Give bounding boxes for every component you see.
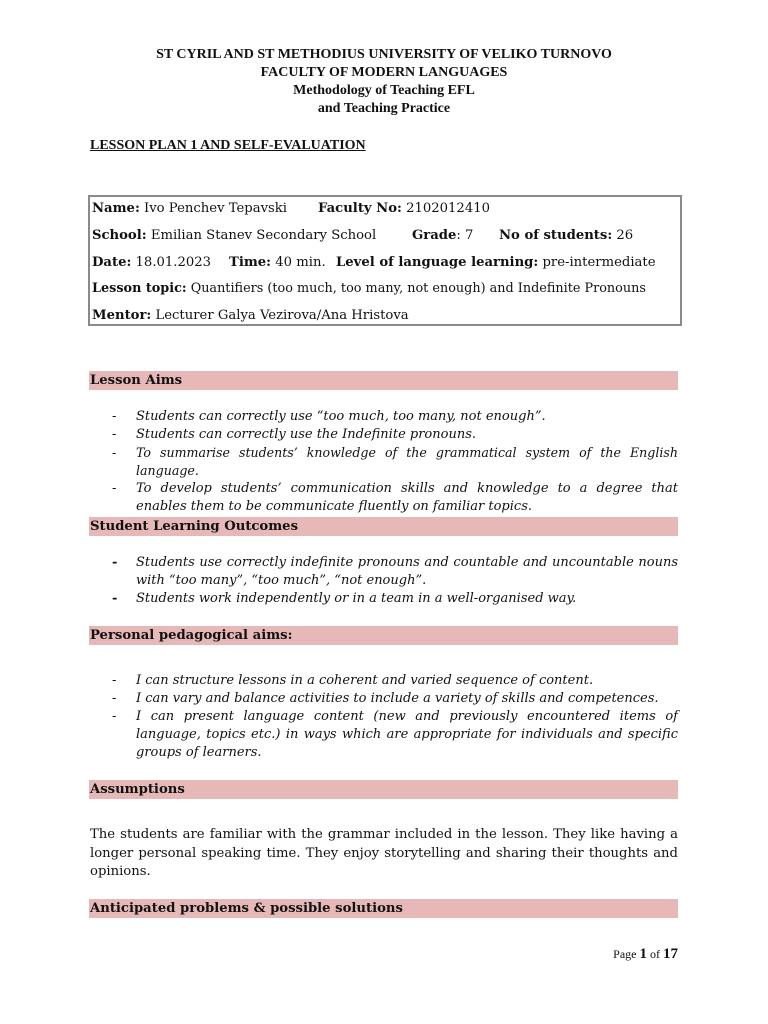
list-item <box>112 408 678 426</box>
list-dash: - <box>112 481 117 496</box>
list-dash: - <box>112 445 117 460</box>
level-value: pre-intermediate <box>542 255 656 270</box>
faculty-label: Faculty No: <box>318 201 402 216</box>
course-name: Methodology of Teaching EFL <box>293 83 475 98</box>
section-lesson-aims: Lesson Aims <box>89 371 678 390</box>
personal-aims-list <box>112 672 678 762</box>
date-value: 18.01.2023 <box>135 255 212 270</box>
list-item-text: To summarise students’ knowledge of the grammatical system of the English language. <box>136 445 678 478</box>
section-assumptions: Assumptions <box>89 780 678 799</box>
document-header <box>0 46 768 118</box>
info-row-topic <box>92 281 646 296</box>
assumptions-paragraph: The students are familiar with the grammar included in the lesson. They like having a longer personal speaking time. They enjoy storytelling and sharing their thoughts and opinions. <box>90 827 678 879</box>
list-item-text: Students can correctly use “too much, too many, not enough”. <box>136 409 546 424</box>
list-dash: - <box>112 691 117 706</box>
topic-value: Quantifiers (too much, too many, not enough) and Indefinite Pronouns <box>190 281 646 296</box>
level-label: Level of language learning: <box>336 255 539 270</box>
page-word: Page <box>613 947 637 961</box>
page-total: 17 <box>663 946 678 962</box>
list-item-text: Students use correctly indefinite pronouns and countable and uncountable nouns with “too many”, “too much”, “not enough”. <box>136 555 678 588</box>
list-item-text: To develop students’ communication skills and knowledge to a degree that enables them to be communicate fluently on familiar topics. <box>136 481 678 514</box>
date-label: Date: <box>92 255 132 270</box>
list-item-text: Students work independently or in a team in a well-organised way. <box>136 591 577 606</box>
name-value: Ivo Penchev Tepavski <box>144 201 288 216</box>
lesson-plan-title: LESSON PLAN 1 AND SELF-EVALUATION <box>90 138 366 153</box>
info-row-mentor <box>92 308 409 323</box>
list-item <box>112 444 678 480</box>
list-item-text: I can vary and balance activities to include a variety of skills and competences. <box>136 691 659 706</box>
topic-label: Lesson topic: <box>92 281 187 296</box>
name-label: Name: <box>92 201 140 216</box>
grade-value: : 7 <box>456 228 474 243</box>
time-label: Time: <box>229 255 272 270</box>
school-value: Emilian Stanev Secondary School <box>150 228 377 243</box>
list-item-text: Students can correctly use the Indefinite pronouns. <box>136 427 476 442</box>
list-dash: - <box>112 591 118 606</box>
students-label: No of students: <box>499 228 613 243</box>
time-value: 40 min. <box>275 255 326 270</box>
lesson-info-box <box>88 195 682 326</box>
school-label: School: <box>92 228 147 243</box>
list-dash: - <box>112 555 118 570</box>
section-personal-aims: Personal pedagogical aims: <box>89 626 678 645</box>
list-dash: - <box>112 409 117 424</box>
list-item <box>112 708 678 762</box>
section-anticipated-problems: Anticipated problems & possible solutions <box>89 899 678 918</box>
section-learning-outcomes: Student Learning Outcomes <box>89 517 678 536</box>
grade-label: Grade <box>412 228 457 243</box>
list-dash: - <box>112 673 117 688</box>
mentor-value: Lecturer Galya Vezirova/Ana Hristova <box>155 308 409 323</box>
list-item <box>112 672 678 690</box>
students-value: 26 <box>616 228 634 243</box>
list-item <box>112 690 678 708</box>
list-dash: - <box>112 709 117 724</box>
list-item <box>112 590 678 608</box>
of-word: of <box>650 947 660 961</box>
list-item <box>112 480 678 516</box>
university-name: ST CYRIL AND ST METHODIUS UNIVERSITY OF VELIKO TURNOVO <box>156 47 612 62</box>
mentor-label: Mentor: <box>92 308 152 323</box>
list-item-text: I can structure lessons in a coherent and varied sequence of content. <box>136 673 594 688</box>
list-item <box>112 554 678 590</box>
course-subtitle: and Teaching Practice <box>317 101 451 116</box>
list-item-text: I can present language content (new and previously encountered items of language, topics etc.) in ways which are appropriate for individuals and specific groups of learners. <box>136 709 678 760</box>
list-dash: - <box>112 427 117 442</box>
faculty-value: 2102012410 <box>406 201 490 216</box>
lesson-aims-list <box>112 408 678 516</box>
faculty-name: FACULTY OF MODERN LANGUAGES <box>260 65 508 80</box>
page-number <box>560 946 678 963</box>
list-item <box>112 426 678 444</box>
page-current: 1 <box>639 946 647 962</box>
learning-outcomes-list <box>112 554 678 608</box>
